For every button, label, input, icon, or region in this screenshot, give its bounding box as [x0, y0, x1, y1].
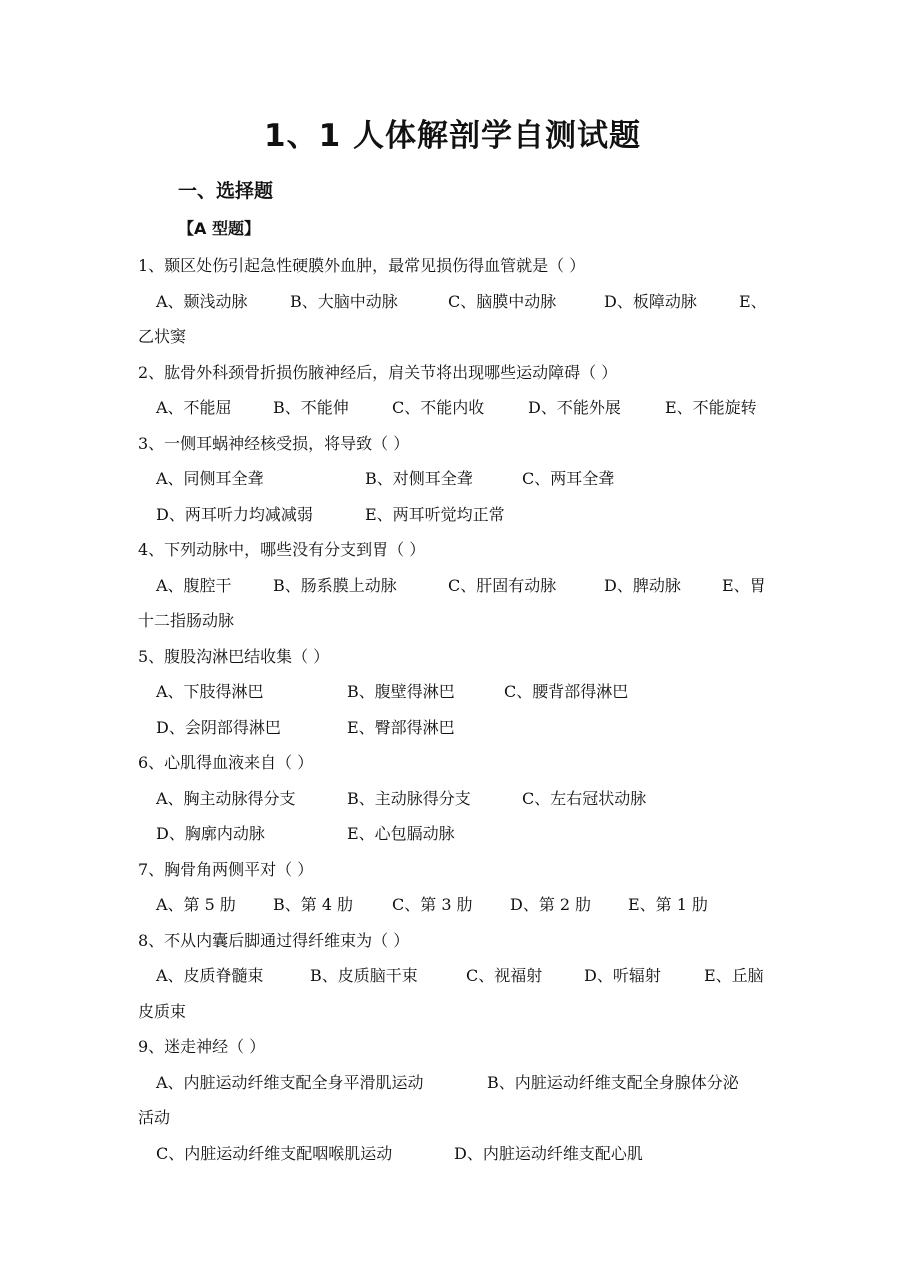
- option-row: [138, 958, 778, 994]
- option: D、第 2 肋: [510, 895, 592, 914]
- option: A、第 5 肋: [156, 895, 236, 914]
- option-row: [138, 674, 778, 710]
- option-wrap: 活动: [138, 1108, 171, 1127]
- option: E、不能旋转: [665, 398, 757, 417]
- option: B、皮质脑干束: [310, 966, 418, 985]
- question-stem: 3、一侧耳蜗神经核受损，将导致（ ）: [138, 433, 410, 453]
- section-heading: 一、选择题: [178, 180, 274, 202]
- option: C、第 3 肋: [392, 895, 473, 914]
- question-stem: 1、颞区处伤引起急性硬膜外血肿，最常见损伤得血管就是（ ）: [138, 256, 586, 275]
- option: B、主动脉得分支: [347, 788, 471, 808]
- option: C、腰背部得淋巴: [504, 682, 629, 701]
- option-row: [138, 1065, 778, 1101]
- option-row: [138, 461, 778, 497]
- option: B、肠系膜上动脉: [273, 575, 397, 595]
- option: C、两耳全聋: [522, 469, 615, 488]
- option-wrap: 皮质束: [138, 1001, 187, 1021]
- option: E、丘脑: [704, 966, 764, 985]
- option: B、腹壁得淋巴: [347, 682, 455, 701]
- option-row: [138, 497, 778, 533]
- option: D、不能外展: [528, 398, 621, 417]
- subsection-heading: 【A 型题】: [178, 219, 260, 238]
- option: D、会阴部得淋巴: [156, 717, 281, 737]
- option: A、不能屈: [156, 398, 232, 417]
- option: B、大脑中动脉: [290, 291, 398, 311]
- question-stem: 6、心肌得血液来自（ ）: [138, 753, 314, 772]
- option: D、胸廓内动脉: [156, 824, 265, 843]
- question-stem: 8、不从内囊后脚通过得纤维束为（ ）: [138, 930, 410, 950]
- option: D、板障动脉: [604, 291, 697, 311]
- question-list: [138, 248, 778, 1171]
- option: C、肝固有动脉: [448, 575, 557, 595]
- option: C、视福射: [466, 966, 543, 985]
- option: A、同侧耳全聋: [156, 469, 264, 488]
- option: C、内脏运动纤维支配咽喉肌运动: [156, 1143, 393, 1163]
- page-title: 1、1 人体解剖学自测试题: [264, 118, 641, 154]
- option: A、下肢得淋巴: [156, 682, 264, 701]
- option: E、: [739, 291, 767, 311]
- option: A、颞浅动脉: [156, 291, 248, 311]
- option: D、听辐射: [584, 966, 661, 985]
- option: E、臀部得淋巴: [347, 717, 455, 737]
- option: A、胸主动脉得分支: [156, 788, 296, 808]
- option: A、腹腔干: [156, 575, 232, 595]
- option: C、不能内收: [392, 398, 485, 417]
- option-row: [138, 710, 778, 746]
- option-wrap: 乙状窦: [138, 327, 187, 346]
- option: C、脑膜中动脉: [448, 291, 557, 311]
- question-stem: 2、肱骨外科颈骨折损伤腋神经后，肩关节将出现哪些运动障碍（ ）: [138, 362, 618, 382]
- option-row: [138, 816, 778, 852]
- option: B、对侧耳全聋: [365, 469, 473, 488]
- option: D、内脏运动纤维支配心肌: [454, 1143, 643, 1163]
- option: E、两耳听觉均正常: [365, 504, 505, 524]
- option-row: [138, 887, 778, 923]
- option-row: [138, 1136, 778, 1172]
- question-stem: 7、胸骨角两侧平对（ ）: [138, 859, 314, 879]
- option: E、第 1 肋: [628, 895, 709, 914]
- option: E、胃: [722, 575, 766, 595]
- option-wrap: 十二指肠动脉: [138, 611, 235, 630]
- option-row: [138, 781, 778, 817]
- option: D、脾动脉: [604, 575, 681, 595]
- option-row: [138, 568, 778, 604]
- option-row: [138, 284, 778, 320]
- option: C、左右冠状动脉: [522, 788, 647, 808]
- option-row: [138, 390, 778, 426]
- option: D、两耳听力均减减弱: [156, 504, 313, 524]
- option: A、内脏运动纤维支配全身平滑肌运动: [156, 1072, 424, 1092]
- question-stem: 5、腹股沟淋巴结收集（ ）: [138, 646, 330, 666]
- question-stem: 4、下列动脉中，哪些没有分支到胃（ ）: [138, 540, 426, 559]
- option: B、不能伸: [273, 398, 349, 417]
- option: B、第 4 肋: [273, 895, 354, 914]
- option: A、皮质脊髓束: [156, 966, 264, 985]
- question-stem: 9、迷走神经（ ）: [138, 1037, 266, 1056]
- option: B、内脏运动纤维支配全身腺体分泌: [487, 1072, 739, 1092]
- option: E、心包膈动脉: [347, 824, 455, 843]
